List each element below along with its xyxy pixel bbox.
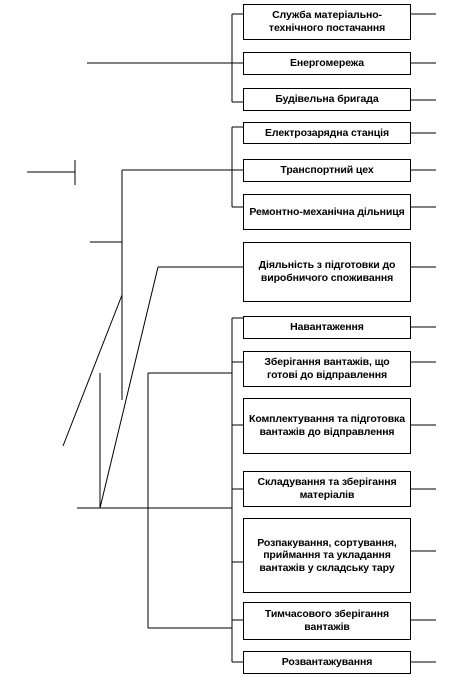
box-power-grid: Енергомережа (243, 52, 411, 75)
box-transport-shop: Транспортний цех (243, 159, 411, 182)
box-charging-station: Електрозарядна станція (243, 122, 411, 144)
box-supply-service: Служба матеріально-технічного постачання (243, 4, 411, 40)
box-unloading: Розвантажування (243, 651, 411, 674)
box-picking-preparation: Комплектування та підготовка вантажів до відправлення (243, 398, 411, 454)
box-repair-section: Ремонтно-механічна дільниця (243, 194, 411, 230)
box-preparation-activity: Діяльність з підготовки до виробничого споживання (243, 242, 411, 302)
box-temporary-storage: Тимчасового зберігання вантажів (243, 602, 411, 640)
box-unpacking-sorting: Розпакування, сортування, приймання та укладання вантажів у складську тару (243, 518, 411, 593)
box-construction-team: Будівельна бригада (243, 88, 411, 111)
box-loading: Навантаження (243, 316, 411, 339)
box-storage-ready-goods: Зберігання вантажів, що готові до відправлення (243, 351, 411, 387)
box-warehousing-materials: Складування та зберігання матеріалів (243, 471, 411, 507)
